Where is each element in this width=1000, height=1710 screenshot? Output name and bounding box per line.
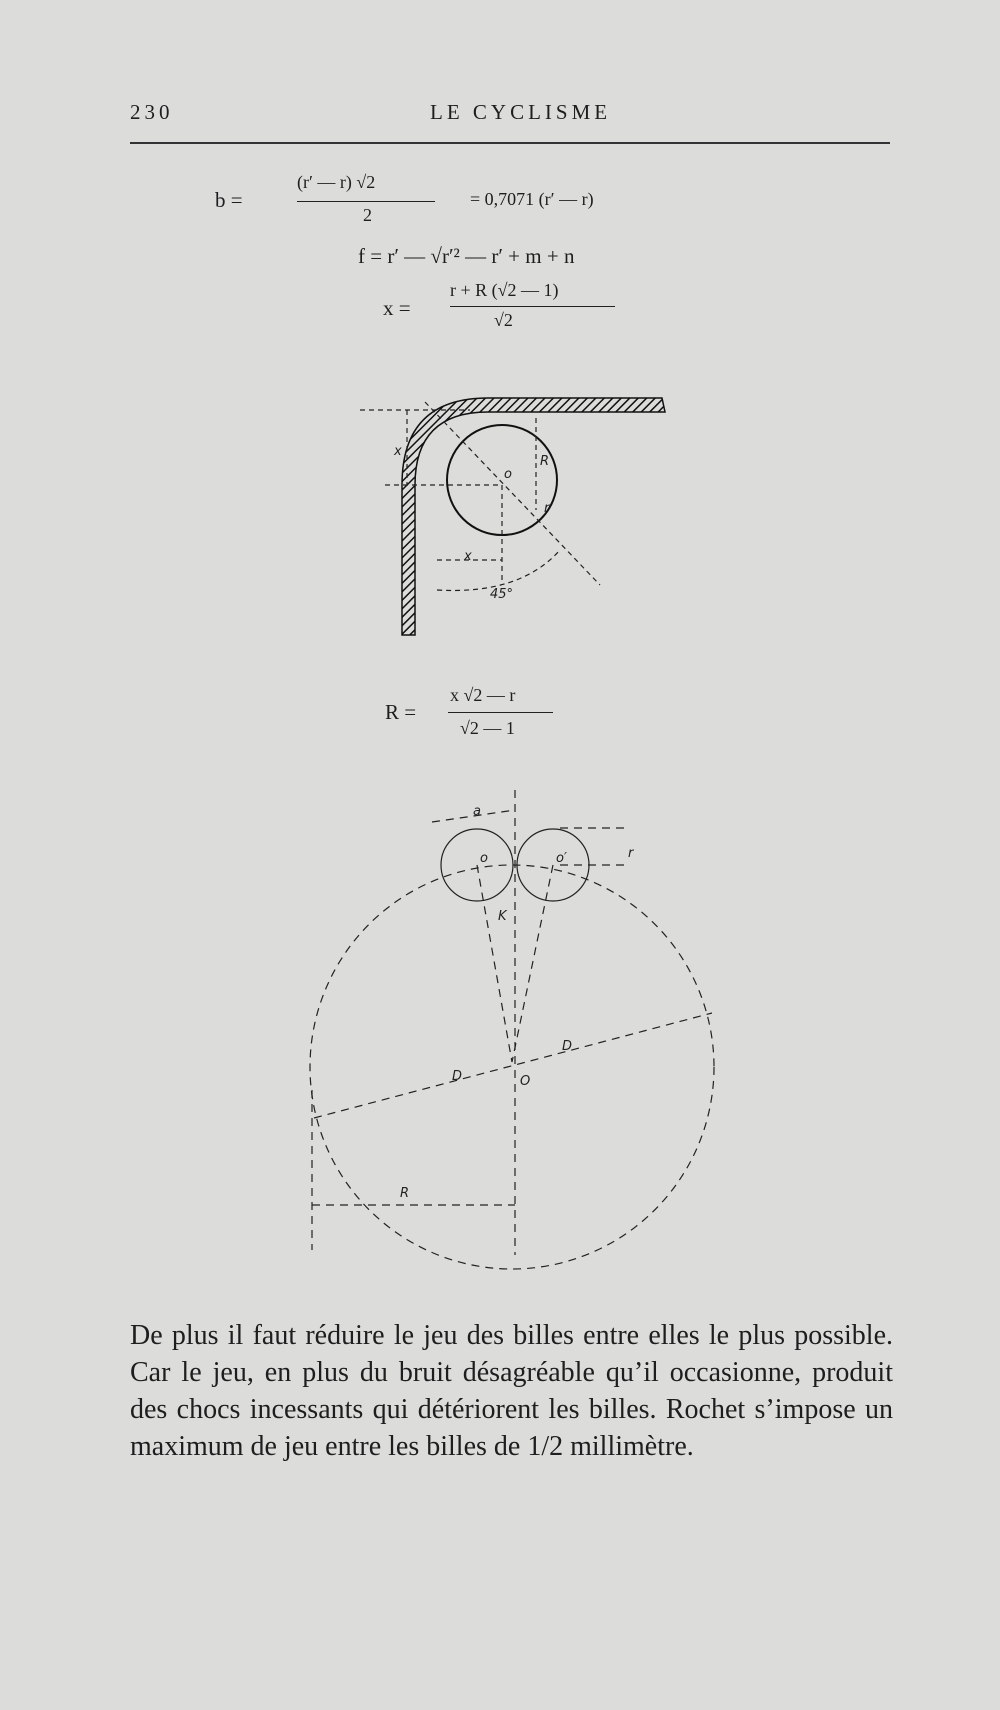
diameter-line: [314, 1013, 712, 1118]
formula-R-numerator: x √2 — r: [450, 685, 516, 705]
fig2-R-label: R: [400, 1186, 410, 1201]
fig2-O-label: O: [520, 1074, 531, 1089]
fig2-o-prime-label: o′: [556, 851, 567, 866]
fig2-D-right-label: D: [562, 1039, 573, 1054]
fig2-o-label: o: [480, 851, 488, 866]
fig2-D-left-label: D: [452, 1069, 463, 1084]
body-paragraph: De plus il faut réduire le jeu des billes entre elles le plus possible. Car le jeu, en plus du bruit désagréable qu’il occasionne, produit des chocs incessants qui détériorent les billes. Rochet s’impose un maximum de jeu entre les billes de 1/2 millimètre.: [130, 1320, 893, 1462]
fig1-radius-label: R: [540, 454, 550, 469]
fig1-angle-label: 45°: [490, 587, 514, 602]
formula-x-numerator: r + R (√2 — 1): [450, 280, 559, 300]
large-pitch-circle: [310, 865, 714, 1269]
running-title: LE CYCLISME: [430, 100, 612, 124]
fig1-x-vertical-label: x: [394, 444, 402, 459]
formula-b-rhs: = 0,7071 (r′ — r): [470, 189, 594, 209]
formula-R-lhs: R =: [385, 700, 417, 724]
fig1-center-label: o: [504, 467, 512, 482]
page-number: 230: [130, 100, 174, 124]
left-radius-line: [477, 865, 512, 1062]
fig2-r-label: r: [628, 846, 634, 861]
fig2-K-label: K: [498, 909, 507, 924]
fig1-r-label: r: [544, 501, 550, 516]
formula-x-lhs: x =: [383, 296, 411, 320]
formula-b-denominator: 2: [363, 205, 372, 225]
formula-f: f = r′ — √r′² — r′ + m + n: [358, 244, 575, 268]
formula-b-lhs: b =: [215, 188, 243, 212]
formula-x-denominator: √2: [494, 310, 513, 330]
formula-R-denominator: √2 — 1: [460, 718, 515, 738]
fig2-a-label: a: [473, 804, 481, 819]
formula-b-numerator: (r′ — r) √2: [297, 172, 376, 192]
fig1-x-horizontal-label: x: [464, 549, 472, 564]
